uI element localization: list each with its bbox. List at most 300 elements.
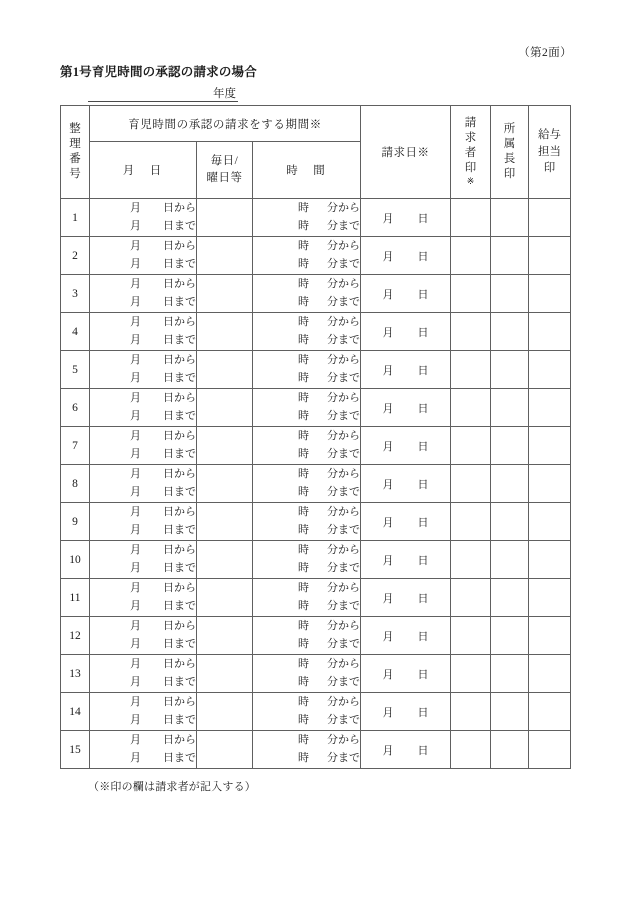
row-time-from-hour: 時 bbox=[298, 240, 310, 253]
row-frequency[interactable] bbox=[197, 541, 253, 579]
childcare-leave-request-table bbox=[60, 105, 571, 769]
row-date-from-month: 月 bbox=[130, 696, 141, 709]
row-frequency[interactable] bbox=[197, 351, 253, 389]
row-claim-date-day: 日 bbox=[417, 706, 429, 719]
row-time[interactable] bbox=[253, 731, 361, 769]
row-number: 10 bbox=[61, 541, 90, 579]
row-date-from-day: 日から bbox=[163, 354, 196, 367]
row-time-to-hour: 時 bbox=[298, 371, 310, 384]
table-row bbox=[61, 579, 571, 617]
row-payroll-seal[interactable] bbox=[529, 275, 571, 313]
row-claimant-seal[interactable] bbox=[451, 275, 491, 313]
row-supervisor-seal[interactable] bbox=[491, 275, 529, 313]
row-period-date[interactable] bbox=[90, 313, 197, 351]
row-claimant-seal[interactable] bbox=[451, 579, 491, 617]
row-date-to-month: 月 bbox=[130, 295, 141, 308]
fiscal-year-field[interactable] bbox=[88, 82, 238, 102]
row-time-from-minute: 分から bbox=[327, 544, 361, 557]
row-frequency[interactable] bbox=[197, 389, 253, 427]
row-period-date[interactable] bbox=[90, 465, 197, 503]
row-time-to-hour: 時 bbox=[298, 257, 310, 270]
row-date-from-month: 月 bbox=[130, 392, 141, 405]
row-frequency[interactable] bbox=[197, 617, 253, 655]
row-claim-date[interactable] bbox=[361, 351, 451, 389]
table-row bbox=[61, 693, 571, 731]
row-time-to-hour: 時 bbox=[298, 333, 310, 346]
row-time-to-minute: 分まで bbox=[327, 371, 361, 384]
row-time-to-hour: 時 bbox=[298, 219, 310, 232]
page-title: 第1号育児時間の承認の請求の場合 bbox=[60, 65, 257, 79]
table-row bbox=[61, 731, 571, 769]
table-body bbox=[61, 199, 571, 769]
row-number: 3 bbox=[61, 275, 90, 313]
row-period-date[interactable] bbox=[90, 617, 197, 655]
row-time-from-hour: 時 bbox=[298, 696, 310, 709]
row-frequency[interactable] bbox=[197, 579, 253, 617]
row-time-from-hour: 時 bbox=[298, 430, 310, 443]
row-claimant-seal[interactable] bbox=[451, 731, 491, 769]
row-date-to-day: 日まで bbox=[163, 295, 196, 308]
row-date-to-day: 日まで bbox=[163, 751, 196, 764]
row-time[interactable] bbox=[253, 199, 361, 237]
row-supervisor-seal[interactable] bbox=[491, 693, 529, 731]
row-time-to-minute: 分まで bbox=[327, 637, 361, 650]
row-claimant-seal[interactable] bbox=[451, 237, 491, 275]
row-date-to-day: 日まで bbox=[163, 219, 196, 232]
row-date-from-day: 日から bbox=[163, 734, 196, 747]
row-frequency[interactable] bbox=[197, 693, 253, 731]
header-frequency-line-2: 曜日等 bbox=[206, 172, 243, 184]
row-claim-date-day: 日 bbox=[417, 250, 429, 263]
row-date-from-day: 日から bbox=[163, 202, 196, 215]
row-claim-date-month: 月 bbox=[382, 744, 394, 757]
table-row bbox=[61, 199, 571, 237]
row-time-to-hour: 時 bbox=[298, 751, 310, 764]
row-time-from-hour: 時 bbox=[298, 278, 310, 291]
row-claim-date[interactable] bbox=[361, 237, 451, 275]
row-claim-date-day: 日 bbox=[417, 212, 429, 225]
row-time-from-hour: 時 bbox=[298, 506, 310, 519]
row-supervisor-seal[interactable] bbox=[491, 199, 529, 237]
row-claim-date-month: 月 bbox=[382, 630, 394, 643]
row-date-from-month: 月 bbox=[130, 316, 141, 329]
row-period-date[interactable] bbox=[90, 541, 197, 579]
row-number: 5 bbox=[61, 351, 90, 389]
row-number: 4 bbox=[61, 313, 90, 351]
row-payroll-seal[interactable] bbox=[529, 199, 571, 237]
row-time-from-minute: 分から bbox=[327, 392, 361, 405]
header-claimant-seal bbox=[451, 106, 491, 199]
header-claimant-seal-char-3: 者 bbox=[464, 147, 477, 160]
row-time-to-minute: 分まで bbox=[327, 333, 361, 346]
row-time-to-hour: 時 bbox=[298, 523, 310, 536]
row-date-to-day: 日まで bbox=[163, 485, 196, 498]
row-payroll-seal[interactable] bbox=[529, 617, 571, 655]
row-date-from-month: 月 bbox=[130, 734, 141, 747]
row-date-to-day: 日まで bbox=[163, 675, 196, 688]
row-period-date[interactable] bbox=[90, 351, 197, 389]
row-time-to-minute: 分まで bbox=[327, 599, 361, 612]
row-frequency[interactable] bbox=[197, 465, 253, 503]
row-time-from-hour: 時 bbox=[298, 354, 310, 367]
row-date-from-month: 月 bbox=[130, 278, 141, 291]
row-date-to-month: 月 bbox=[130, 257, 141, 270]
table-row bbox=[61, 617, 571, 655]
row-supervisor-seal[interactable] bbox=[491, 731, 529, 769]
row-number: 11 bbox=[61, 579, 90, 617]
row-time-from-minute: 分から bbox=[327, 468, 361, 481]
header-management-number-char-3: 番 bbox=[69, 153, 81, 165]
row-time-from-hour: 時 bbox=[298, 582, 310, 595]
row-claim-date-day: 日 bbox=[417, 402, 429, 415]
row-number: 8 bbox=[61, 465, 90, 503]
row-frequency[interactable] bbox=[197, 313, 253, 351]
row-date-to-day: 日まで bbox=[163, 257, 196, 270]
header-payroll-seal bbox=[529, 106, 571, 199]
row-time-from-hour: 時 bbox=[298, 392, 310, 405]
row-frequency[interactable] bbox=[197, 655, 253, 693]
row-payroll-seal[interactable] bbox=[529, 503, 571, 541]
row-date-from-day: 日から bbox=[163, 544, 196, 557]
table-row bbox=[61, 351, 571, 389]
row-date-from-month: 月 bbox=[130, 430, 141, 443]
row-payroll-seal[interactable] bbox=[529, 389, 571, 427]
row-date-from-day: 日から bbox=[163, 240, 196, 253]
row-claim-date[interactable] bbox=[361, 427, 451, 465]
row-date-to-month: 月 bbox=[130, 523, 141, 536]
header-row-top bbox=[61, 106, 571, 142]
row-claim-date-month: 月 bbox=[382, 592, 394, 605]
row-payroll-seal[interactable] bbox=[529, 541, 571, 579]
row-period-date[interactable] bbox=[90, 693, 197, 731]
row-time-to-minute: 分まで bbox=[327, 447, 361, 460]
row-claimant-seal[interactable] bbox=[451, 655, 491, 693]
row-claim-date-month: 月 bbox=[382, 364, 394, 377]
row-time[interactable] bbox=[253, 427, 361, 465]
row-time-to-hour: 時 bbox=[298, 599, 310, 612]
row-time[interactable] bbox=[253, 617, 361, 655]
row-time-from-hour: 時 bbox=[298, 734, 310, 747]
row-supervisor-seal[interactable] bbox=[491, 617, 529, 655]
row-time-to-minute: 分まで bbox=[327, 219, 361, 232]
row-date-to-month: 月 bbox=[130, 599, 141, 612]
row-claimant-seal[interactable] bbox=[451, 693, 491, 731]
row-claim-date[interactable] bbox=[361, 541, 451, 579]
row-claim-date[interactable] bbox=[361, 693, 451, 731]
row-number: 7 bbox=[61, 427, 90, 465]
row-claim-date[interactable] bbox=[361, 617, 451, 655]
row-period-date[interactable] bbox=[90, 503, 197, 541]
row-claim-date-day: 日 bbox=[417, 516, 429, 529]
row-claim-date-month: 月 bbox=[382, 478, 394, 491]
row-date-to-day: 日まで bbox=[163, 371, 196, 384]
header-claimant-seal-mark: ※ bbox=[466, 176, 475, 187]
row-time-to-hour: 時 bbox=[298, 295, 310, 308]
header-management-number bbox=[61, 106, 90, 199]
row-date-to-day: 日まで bbox=[163, 713, 196, 726]
row-time-to-minute: 分まで bbox=[327, 523, 361, 536]
table-row bbox=[61, 237, 571, 275]
row-claimant-seal[interactable] bbox=[451, 389, 491, 427]
row-date-to-month: 月 bbox=[130, 333, 141, 346]
row-date-to-month: 月 bbox=[130, 219, 141, 232]
header-management-number-char-2: 理 bbox=[69, 137, 81, 150]
row-claim-date-month: 月 bbox=[382, 288, 394, 301]
row-frequency[interactable] bbox=[197, 503, 253, 541]
row-date-to-month: 月 bbox=[130, 371, 141, 384]
row-date-to-month: 月 bbox=[130, 675, 141, 688]
row-date-from-month: 月 bbox=[130, 240, 141, 253]
row-claim-date[interactable] bbox=[361, 731, 451, 769]
row-date-from-day: 日から bbox=[163, 468, 196, 481]
row-period-date[interactable] bbox=[90, 199, 197, 237]
row-period-date[interactable] bbox=[90, 579, 197, 617]
row-claim-date-month: 月 bbox=[382, 326, 394, 339]
header-payroll-seal-line-1: 給与 bbox=[538, 128, 562, 141]
row-claim-date[interactable] bbox=[361, 655, 451, 693]
row-date-to-month: 月 bbox=[130, 751, 141, 764]
row-payroll-seal[interactable] bbox=[529, 351, 571, 389]
row-claim-date-day: 日 bbox=[417, 326, 429, 339]
header-claimant-seal-char-2: 求 bbox=[464, 131, 477, 144]
row-date-to-month: 月 bbox=[130, 409, 141, 422]
row-time[interactable] bbox=[253, 465, 361, 503]
row-date-from-day: 日から bbox=[163, 696, 196, 709]
row-time-to-hour: 時 bbox=[298, 713, 310, 726]
row-payroll-seal[interactable] bbox=[529, 237, 571, 275]
row-date-from-month: 月 bbox=[130, 582, 141, 595]
row-period-date[interactable] bbox=[90, 389, 197, 427]
row-time-to-hour: 時 bbox=[298, 675, 310, 688]
table-row bbox=[61, 503, 571, 541]
row-time-from-hour: 時 bbox=[298, 316, 310, 329]
row-date-to-day: 日まで bbox=[163, 523, 196, 536]
header-frequency bbox=[197, 142, 253, 199]
row-date-from-month: 月 bbox=[130, 506, 141, 519]
row-claim-date-month: 月 bbox=[382, 402, 394, 415]
row-frequency[interactable] bbox=[197, 427, 253, 465]
row-supervisor-seal[interactable] bbox=[491, 503, 529, 541]
row-time[interactable] bbox=[253, 313, 361, 351]
row-payroll-seal[interactable] bbox=[529, 313, 571, 351]
row-time-from-minute: 分から bbox=[327, 240, 361, 253]
row-date-from-month: 月 bbox=[130, 202, 141, 215]
row-claim-date[interactable] bbox=[361, 579, 451, 617]
row-claim-date[interactable] bbox=[361, 465, 451, 503]
row-date-to-month: 月 bbox=[130, 561, 141, 574]
row-payroll-seal[interactable] bbox=[529, 731, 571, 769]
row-claim-date-day: 日 bbox=[417, 288, 429, 301]
row-time[interactable] bbox=[253, 693, 361, 731]
row-number: 13 bbox=[61, 655, 90, 693]
header-payroll-seal-line-2: 担当 bbox=[538, 145, 562, 158]
row-date-to-day: 日まで bbox=[163, 561, 196, 574]
row-time-to-minute: 分まで bbox=[327, 485, 361, 498]
row-date-from-day: 日から bbox=[163, 278, 196, 291]
row-date-from-day: 日から bbox=[163, 620, 196, 633]
header-management-number-char-4: 号 bbox=[69, 168, 81, 181]
row-claim-date-day: 日 bbox=[417, 440, 429, 453]
row-claim-date-month: 月 bbox=[382, 250, 394, 263]
row-claim-date-day: 日 bbox=[417, 592, 429, 605]
row-claimant-seal[interactable] bbox=[451, 199, 491, 237]
header-supervisor-seal bbox=[491, 106, 529, 199]
row-claimant-seal[interactable] bbox=[451, 465, 491, 503]
row-claim-date-month: 月 bbox=[382, 554, 394, 567]
row-period-date[interactable] bbox=[90, 731, 197, 769]
row-time[interactable] bbox=[253, 503, 361, 541]
row-time[interactable] bbox=[253, 389, 361, 427]
row-claim-date-day: 日 bbox=[417, 478, 429, 491]
table-row bbox=[61, 275, 571, 313]
footnote: （※印の欄は請求者が記入する） bbox=[88, 781, 256, 793]
row-time-to-hour: 時 bbox=[298, 561, 310, 574]
row-supervisor-seal[interactable] bbox=[491, 579, 529, 617]
row-payroll-seal[interactable] bbox=[529, 579, 571, 617]
row-claim-date-day: 日 bbox=[417, 364, 429, 377]
row-frequency[interactable] bbox=[197, 237, 253, 275]
row-frequency[interactable] bbox=[197, 731, 253, 769]
page-marker: （第2面） bbox=[518, 47, 572, 59]
row-claim-date-day: 日 bbox=[417, 668, 429, 681]
row-time-from-hour: 時 bbox=[298, 544, 310, 557]
row-date-from-day: 日から bbox=[163, 430, 196, 443]
row-period-date[interactable] bbox=[90, 427, 197, 465]
row-time[interactable] bbox=[253, 541, 361, 579]
header-supervisor-seal-char-2: 属 bbox=[503, 137, 516, 150]
row-claim-date[interactable] bbox=[361, 503, 451, 541]
row-supervisor-seal[interactable] bbox=[491, 237, 529, 275]
row-supervisor-seal[interactable] bbox=[491, 313, 529, 351]
row-time-to-minute: 分まで bbox=[327, 675, 361, 688]
row-time-from-minute: 分から bbox=[327, 278, 361, 291]
table-row bbox=[61, 655, 571, 693]
row-claim-date-month: 月 bbox=[382, 440, 394, 453]
row-claimant-seal[interactable] bbox=[451, 313, 491, 351]
row-time-from-hour: 時 bbox=[298, 658, 310, 671]
row-claim-date-month: 月 bbox=[382, 668, 394, 681]
row-claim-date[interactable] bbox=[361, 313, 451, 351]
row-claim-date[interactable] bbox=[361, 199, 451, 237]
header-period-group: 育児時間の承認の請求をする期間※ bbox=[90, 106, 361, 142]
row-time-from-minute: 分から bbox=[327, 354, 361, 367]
row-time-to-minute: 分まで bbox=[327, 295, 361, 308]
row-time-from-minute: 分から bbox=[327, 658, 361, 671]
row-time[interactable] bbox=[253, 275, 361, 313]
row-number: 14 bbox=[61, 693, 90, 731]
row-date-to-day: 日まで bbox=[163, 599, 196, 612]
row-date-to-month: 月 bbox=[130, 637, 141, 650]
header-time: 時 間 bbox=[253, 142, 361, 199]
row-supervisor-seal[interactable] bbox=[491, 655, 529, 693]
row-claimant-seal[interactable] bbox=[451, 541, 491, 579]
header-management-number-char-1: 整 bbox=[69, 122, 81, 135]
row-date-from-month: 月 bbox=[130, 354, 141, 367]
row-claim-date-month: 月 bbox=[382, 212, 394, 225]
row-claimant-seal[interactable] bbox=[451, 351, 491, 389]
row-number: 6 bbox=[61, 389, 90, 427]
row-claim-date-day: 日 bbox=[417, 630, 429, 643]
row-claimant-seal[interactable] bbox=[451, 617, 491, 655]
row-number: 9 bbox=[61, 503, 90, 541]
row-time[interactable] bbox=[253, 351, 361, 389]
row-time-from-hour: 時 bbox=[298, 202, 310, 215]
row-date-from-month: 月 bbox=[130, 658, 141, 671]
header-claimant-seal-char-4: 印 bbox=[464, 162, 477, 175]
row-supervisor-seal[interactable] bbox=[491, 389, 529, 427]
row-supervisor-seal[interactable] bbox=[491, 465, 529, 503]
row-payroll-seal[interactable] bbox=[529, 427, 571, 465]
fiscal-year-label: 年度 bbox=[213, 87, 236, 100]
row-frequency[interactable] bbox=[197, 199, 253, 237]
row-date-to-day: 日まで bbox=[163, 447, 196, 460]
row-claim-date-day: 日 bbox=[417, 744, 429, 757]
row-time-to-minute: 分まで bbox=[327, 713, 361, 726]
row-payroll-seal[interactable] bbox=[529, 693, 571, 731]
row-time[interactable] bbox=[253, 655, 361, 693]
row-time-from-minute: 分から bbox=[327, 696, 361, 709]
row-claim-date[interactable] bbox=[361, 389, 451, 427]
row-number: 12 bbox=[61, 617, 90, 655]
header-frequency-line-1: 毎日/ bbox=[210, 155, 239, 168]
header-claimant-seal-char-1: 請 bbox=[464, 116, 477, 129]
row-time[interactable] bbox=[253, 237, 361, 275]
row-date-from-day: 日から bbox=[163, 582, 196, 595]
row-time-from-minute: 分から bbox=[327, 202, 361, 215]
header-supervisor-seal-char-1: 所 bbox=[503, 122, 516, 135]
row-date-to-day: 日まで bbox=[163, 409, 196, 422]
header-supervisor-seal-char-3: 長 bbox=[503, 153, 516, 165]
row-period-date[interactable] bbox=[90, 275, 197, 313]
row-date-from-month: 月 bbox=[130, 620, 141, 633]
row-supervisor-seal[interactable] bbox=[491, 541, 529, 579]
row-frequency[interactable] bbox=[197, 275, 253, 313]
row-claim-date[interactable] bbox=[361, 275, 451, 313]
row-payroll-seal[interactable] bbox=[529, 465, 571, 503]
row-number: 1 bbox=[61, 199, 90, 237]
row-time-from-minute: 分から bbox=[327, 734, 361, 747]
row-claim-date-day: 日 bbox=[417, 554, 429, 567]
row-date-from-day: 日から bbox=[163, 658, 196, 671]
row-supervisor-seal[interactable] bbox=[491, 427, 529, 465]
row-period-date[interactable] bbox=[90, 237, 197, 275]
row-date-to-month: 月 bbox=[130, 447, 141, 460]
header-supervisor-seal-char-4: 印 bbox=[503, 168, 516, 181]
row-number: 2 bbox=[61, 237, 90, 275]
row-claimant-seal[interactable] bbox=[451, 427, 491, 465]
row-time-from-hour: 時 bbox=[298, 468, 310, 481]
row-period-date[interactable] bbox=[90, 655, 197, 693]
row-claim-date-month: 月 bbox=[382, 706, 394, 719]
row-time[interactable] bbox=[253, 579, 361, 617]
row-number: 15 bbox=[61, 731, 90, 769]
row-time-from-minute: 分から bbox=[327, 430, 361, 443]
table-row bbox=[61, 541, 571, 579]
row-time-to-minute: 分まで bbox=[327, 561, 361, 574]
table-row bbox=[61, 427, 571, 465]
row-supervisor-seal[interactable] bbox=[491, 351, 529, 389]
row-time-to-hour: 時 bbox=[298, 447, 310, 460]
row-time-from-hour: 時 bbox=[298, 620, 310, 633]
row-payroll-seal[interactable] bbox=[529, 655, 571, 693]
row-time-from-minute: 分から bbox=[327, 582, 361, 595]
table-row bbox=[61, 389, 571, 427]
row-date-to-day: 日まで bbox=[163, 333, 196, 346]
row-claimant-seal[interactable] bbox=[451, 503, 491, 541]
row-date-to-month: 月 bbox=[130, 713, 141, 726]
row-time-to-minute: 分まで bbox=[327, 257, 361, 270]
row-time-to-minute: 分まで bbox=[327, 409, 361, 422]
